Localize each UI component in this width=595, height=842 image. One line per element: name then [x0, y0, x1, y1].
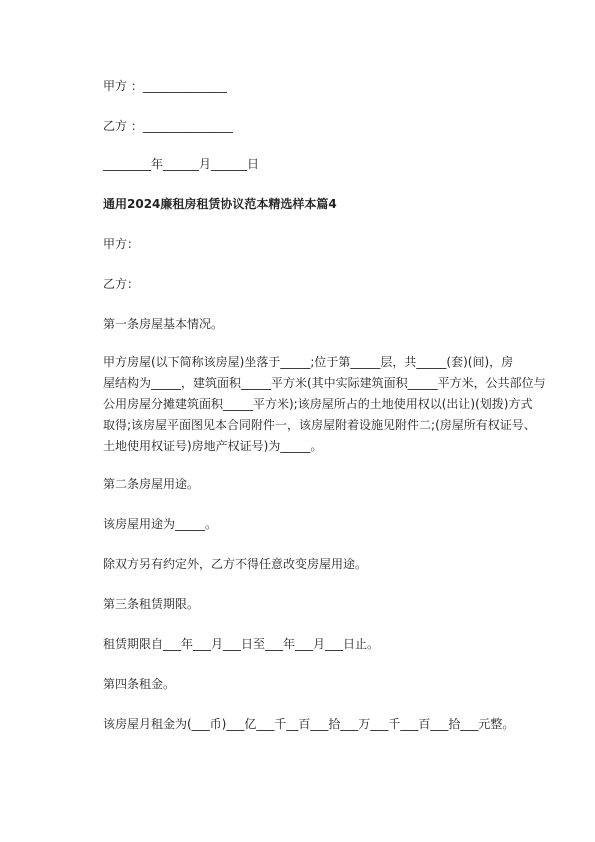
article-3-term: 租赁期限自___年___月___日至___年___月___日止。: [103, 637, 380, 651]
article-1-body: [103, 352, 546, 457]
article-1-line: 公用房屋分摊建筑面积_____平方米);该房屋所占的土地使用权以(出让)(划拨)方式: [103, 397, 533, 411]
article-2-title: 第二条房屋用途。: [103, 477, 200, 491]
article-1-line: 土地使用权证号)房地产权证号)为_____。: [103, 439, 323, 453]
article-4-rent: 该房屋月租金为(___币)___亿___千__百___拾___万___千___百___拾___元整。: [103, 717, 515, 731]
article-1-line: 取得;该房屋平面图见本合同附件一，该房屋附着设施见附件二;(房屋所有权证号、: [103, 418, 536, 432]
article-2-usage: 该房屋用途为_____。: [103, 517, 218, 531]
party-a-label: 甲方：: [103, 237, 140, 251]
section-heading: 通用2024廉租房租赁协议范本精选样本篇4: [103, 197, 337, 211]
party-b-label: 乙方：: [103, 277, 140, 291]
party-a-signature-line: 甲方 ：______________: [103, 79, 227, 93]
article-3-title: 第三条租赁期限。: [103, 597, 200, 611]
article-1-line: 屋结构为_____，建筑面积_____平方米(其中实际建筑面积_____平方米，公共部位与: [103, 376, 546, 390]
date-line: ________年______月______日: [103, 157, 260, 171]
article-2-restriction: 除双方另有约定外，乙方不得任意改变房屋用途。: [103, 557, 368, 571]
article-1-line: 甲方房屋(以下简称该房屋)坐落于_____;位于第_____层，共_____(套)(间)，房: [103, 355, 514, 369]
article-1-title: 第一条房屋基本情况。: [103, 317, 224, 331]
article-4-title: 第四条租金。: [103, 677, 176, 691]
party-b-signature-line: 乙方 ：_______________: [103, 119, 233, 133]
